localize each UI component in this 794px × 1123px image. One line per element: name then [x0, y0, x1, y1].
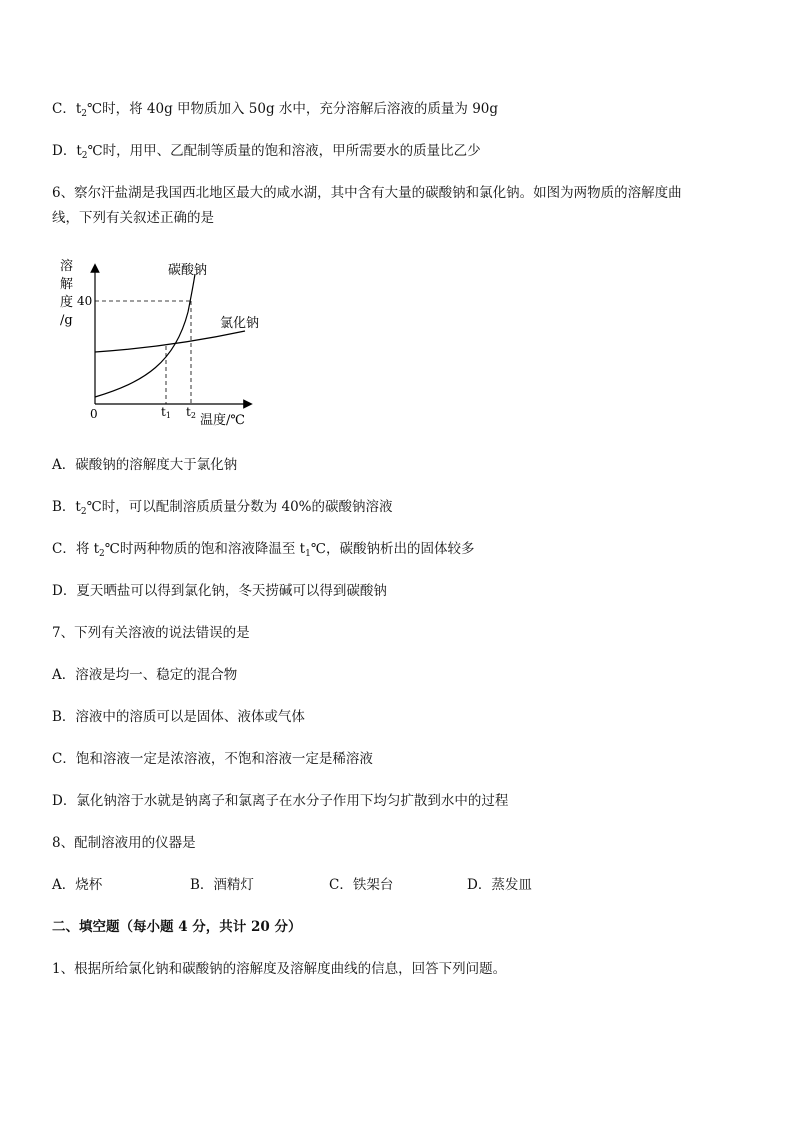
- q5-option-d: D．$t_2℃$时，用甲、乙配制等质量的饱和溶液，甲所需要水的质量比乙少: [52, 143, 481, 161]
- y-axis-label-char-3: 度: [60, 295, 74, 310]
- section2-heading: 二、填空题（每小题 4 分，共计 20 分）: [52, 919, 302, 935]
- q8-option-b: B．酒精灯: [190, 877, 254, 893]
- x-axis-label: 温度/℃: [200, 413, 245, 428]
- y-tick-label-40: 40: [77, 294, 93, 308]
- x-tick-label-t1: t1: [161, 405, 171, 420]
- series-label-nacl: 氯化钠: [220, 316, 260, 331]
- solubility-chart: [50, 252, 290, 432]
- q5-option-c: C．$t_2℃$时，将 40g 甲物质加入 50g 水中，充分溶解后溶液的质量为 90g: [52, 101, 499, 119]
- series-nacl-curve: [95, 331, 245, 352]
- y-axis-label-char-1: 溶: [60, 259, 74, 274]
- q6-stem-line1: 6、察尔汗盐湖是我国西北地区最大的咸水湖，其中含有大量的碳酸钠和氯化钠。如图为两物质的溶解度曲: [52, 185, 682, 201]
- series-label-na2co3: 碳酸钠: [168, 263, 208, 278]
- q6-stem-line2: 线，下列有关叙述正确的是: [52, 210, 214, 226]
- q8-stem: 8、配制溶液用的仪器是: [52, 835, 196, 851]
- series-na2co3-curve: [95, 274, 195, 397]
- q8-option-a: A．烧杯: [52, 877, 103, 893]
- x-tick-label-t2: t2: [186, 405, 196, 420]
- q7-option-a: A．溶液是均一、稳定的混合物: [52, 667, 238, 683]
- q6-option-d: D．夏天晒盐可以得到氯化钠，冬天捞碱可以得到碳酸钠: [52, 583, 387, 599]
- q6-option-c: C．将 $t_2℃$时两种物质的饱和溶液降温至 $t_1℃$，碳酸钠析出的固体较多: [52, 541, 475, 559]
- q7-stem: 7、下列有关溶液的说法错误的是: [52, 625, 250, 641]
- y-axis-label-char-2: 解: [60, 277, 74, 292]
- y-axis-label-char-4: /g: [60, 313, 73, 328]
- q8-option-d: D．蒸发皿: [467, 877, 532, 893]
- q7-option-c: C．饱和溶液一定是浓溶液，不饱和溶液一定是稀溶液: [52, 751, 373, 767]
- section2-q1: 1、根据所给氯化钠和碳酸钠的溶解度及溶解度曲线的信息，回答下列问题。: [52, 961, 507, 977]
- q6-option-b: B．$t_2℃$时，可以配制溶质质量分数为 40%的碳酸钠溶液: [52, 499, 393, 517]
- origin-label: 0: [90, 407, 98, 421]
- q6-option-a: A．碳酸钠的溶解度大于氯化钠: [52, 457, 238, 473]
- q7-option-b: B．溶液中的溶质可以是固体、液体或气体: [52, 709, 305, 725]
- q7-option-d: D．氯化钠溶于水就是钠离子和氯离子在水分子作用下均匀扩散到水中的过程: [52, 793, 509, 809]
- q8-option-c: C．铁架台: [329, 877, 394, 893]
